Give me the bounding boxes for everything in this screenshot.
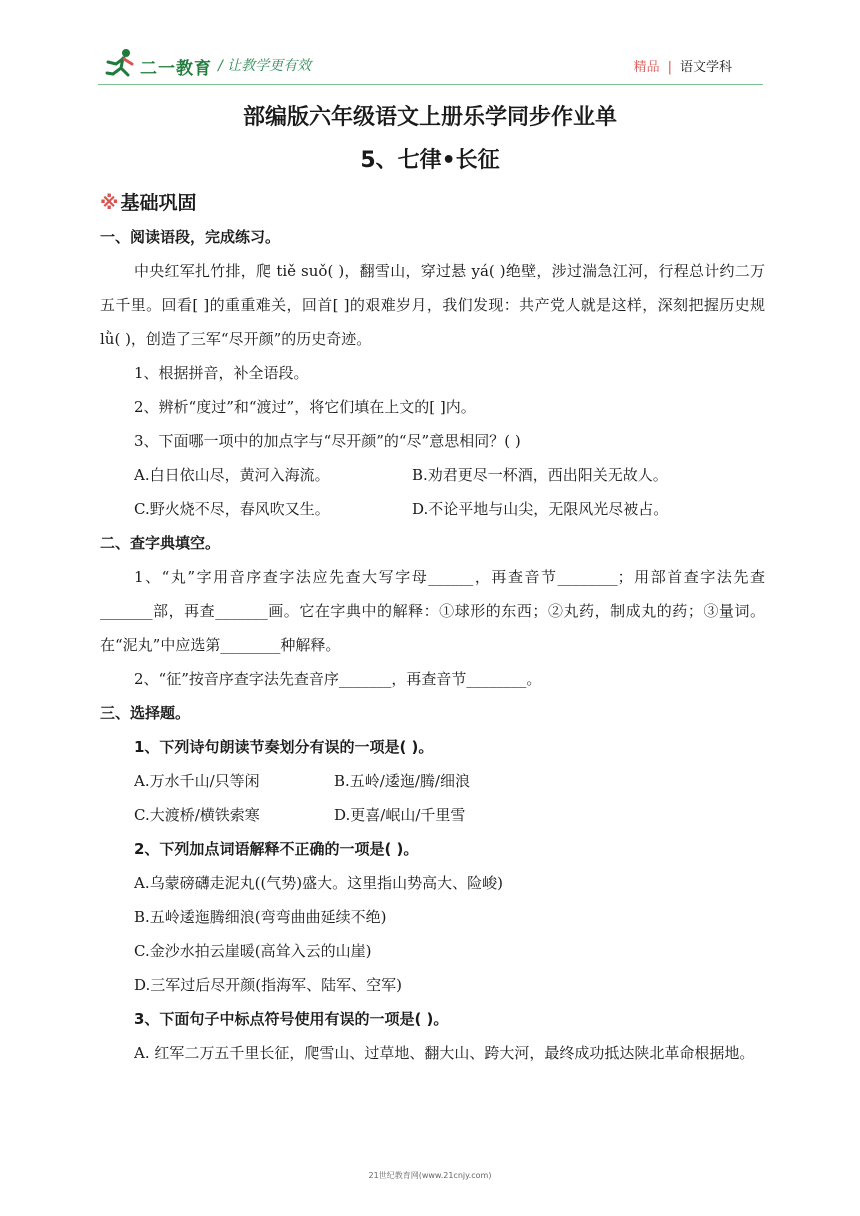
option-c: C.大渡桥/横铁索寒: [134, 806, 260, 824]
part3-question-2: 2、下列加点词语解释不正确的一项是( )。: [134, 840, 419, 858]
option-d: D.三军过后尽开颜(指海军、陆军、空军): [134, 976, 402, 994]
part2-question-1: 1、“丸”字用音序查字法应先查大写字母______，再查音节________；用部首查字法先查_______部，再查_______画。它在字典中的解释：①球形的东西；②丸药，制成丸的药；③量词。在“泥丸”中应选第________种解释。: [100, 568, 765, 654]
option-b: B.五岭逶迤腾细浪(弯弯曲曲延续不绝): [134, 908, 387, 926]
running-man-logo-icon: [104, 48, 138, 78]
part3-question-1: 1、下列诗句朗读节奏划分有误的一项是( )。: [134, 738, 434, 756]
header-right: [634, 56, 732, 75]
option-d: D.更喜/岷山/千里雪: [334, 806, 466, 824]
page-title: 部编版六年级语文上册乐学同步作业单: [242, 105, 617, 130]
page-footer: 21世纪教育网(www.21cnjy.com): [368, 1171, 492, 1180]
section-heading: [100, 186, 765, 220]
part1-question-3: 3、下面哪一项中的加点字与“尽开颜”的“尽”意思相同？( ): [134, 432, 521, 450]
page-header: [0, 0, 860, 90]
option-b: B.劝君更尽一杯酒，西出阳关无故人。: [412, 466, 668, 484]
header-separator: |: [667, 60, 672, 75]
part3-q1-options-row-2: [100, 798, 765, 832]
part2-heading: 二、查字典填空。: [100, 534, 221, 552]
part3-question-3: 3、下面句子中标点符号使用有误的一项是( )。: [134, 1010, 449, 1028]
brand-name: 二一教育: [140, 59, 212, 79]
quality-tag: 精品: [633, 60, 660, 75]
header-divider: [98, 84, 763, 85]
part1-options-row-2: [100, 492, 765, 526]
option-c: C.野火烧不尽，春风吹又生。: [134, 500, 330, 518]
lesson-title: 5、七律•长征: [360, 148, 500, 173]
option-b: B.五岭/逶迤/腾/细浪: [334, 772, 470, 790]
section-title: 基础巩固: [120, 192, 197, 214]
part3-heading: 三、选择题。: [100, 704, 191, 722]
part3-q1-options-row-1: [100, 764, 765, 798]
reference-mark: ※: [100, 192, 119, 214]
option-d: D.不论平地与山尖，无限风光尽被占。: [412, 500, 669, 518]
option-a: A.万水千山/只等闲: [134, 772, 260, 790]
reading-passage: 中央红军扎竹排，爬 tiě suǒ( )，翻雪山，穿过悬 yá( )绝壁，涉过湍急江河，行程总计约二万五千里。回看[ ]的重重难关，回首[ ]的艰难岁月，我们发现：共产党人就是这样，深刻把握历史规 lǜ( )，创造了三军“尽开颜”的历史奇迹。: [100, 262, 765, 348]
part1-heading: 一、阅读语段，完成练习。: [100, 228, 281, 246]
part1-question-2: 2、辨析“度过”和“渡过”，将它们填在上文的[ ]内。: [134, 398, 476, 416]
part2-question-2: 2、“征”按音序查字法先查音序_______，再查音节________。: [134, 670, 542, 688]
subject-label: 语文学科: [679, 60, 732, 75]
option-a: A. 红军二万五千里长征，爬雪山、过草地、翻大山、跨大河，最终成功抵达陕北革命根据地。: [134, 1044, 755, 1062]
part1-options-row-1: [100, 458, 765, 492]
option-a: A.白日依山尽，黄河入海流。: [134, 466, 330, 484]
option-a: A.乌蒙磅礴走泥丸((气势)盛大。这里指山势高大、险峻): [134, 874, 504, 892]
option-c: C.金沙水拍云崖暖(高耸入云的山崖): [134, 942, 372, 960]
part1-question-1: 1、根据拼音，补全语段。: [134, 364, 309, 382]
brand-slogan: / 让教学更有效: [218, 58, 312, 74]
worksheet-body: [100, 186, 765, 1070]
